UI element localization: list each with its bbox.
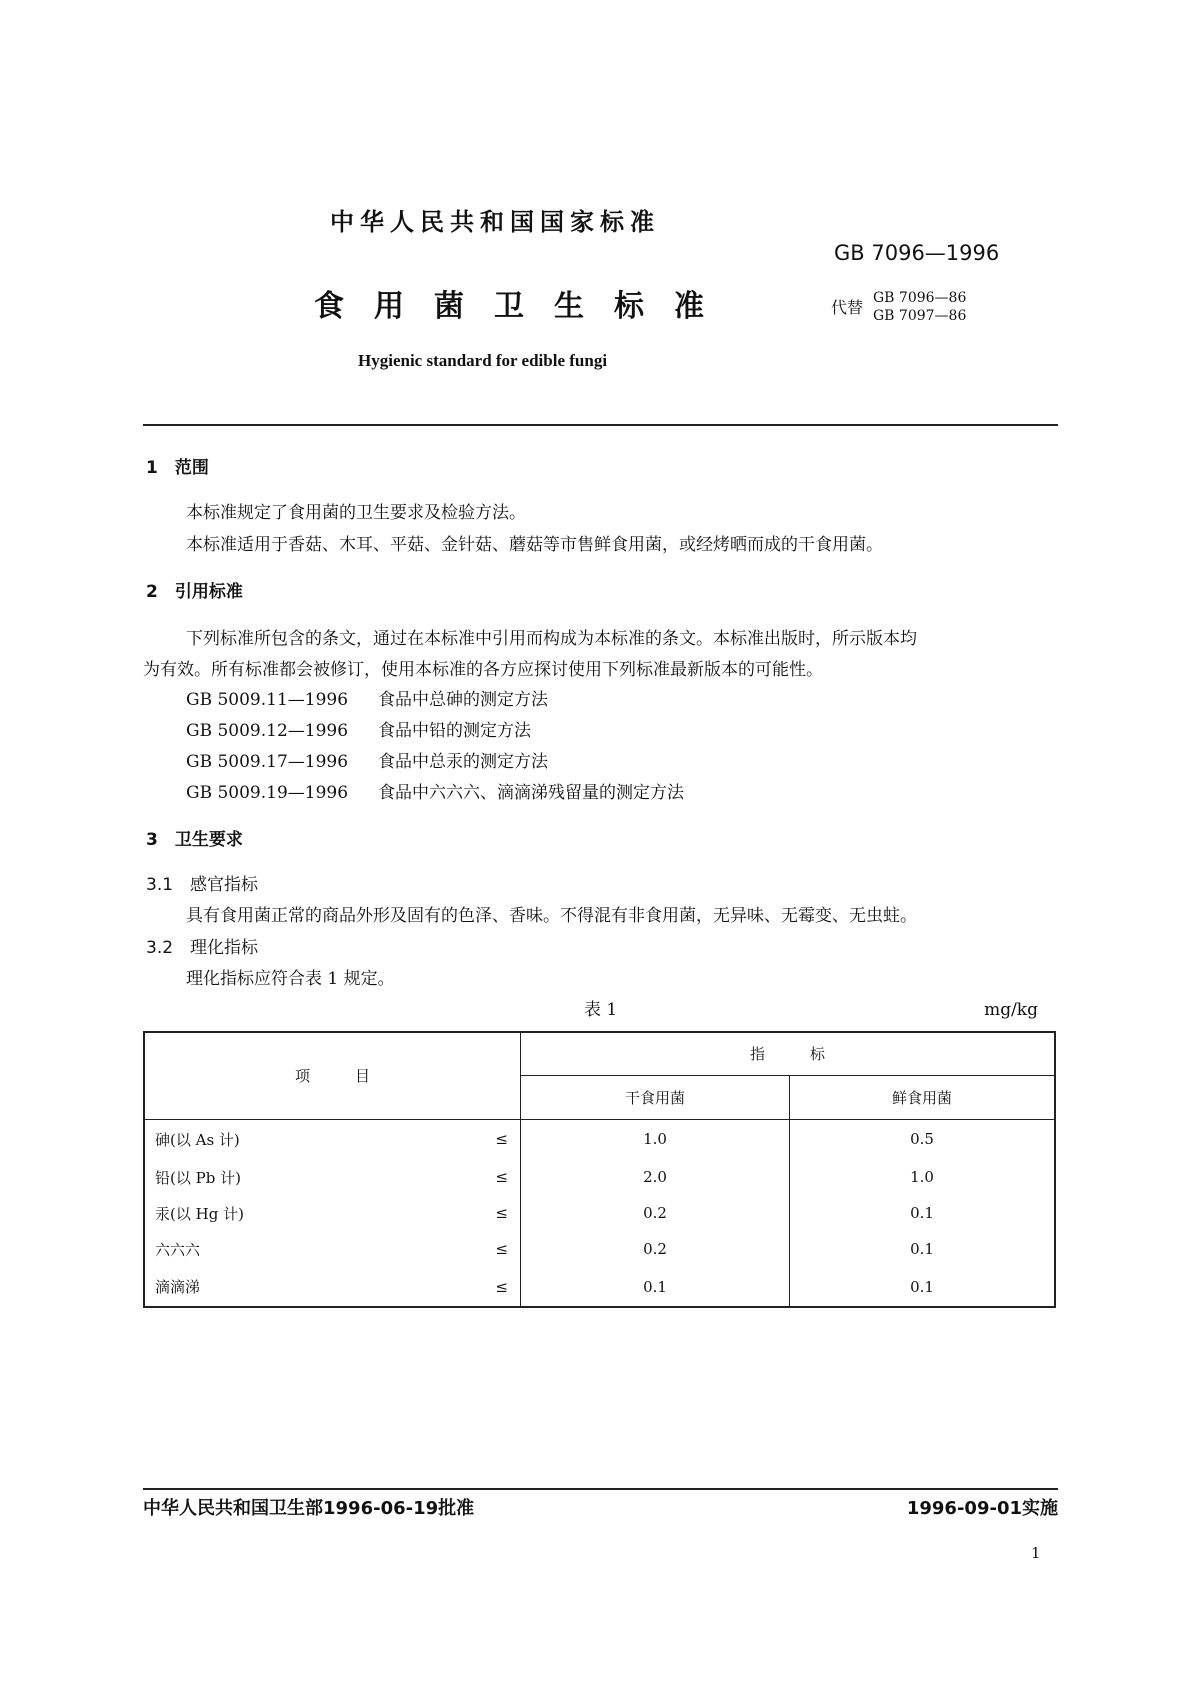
item-name: 铅(以 Pb 计) [155,1168,241,1187]
dry-value: 2.0 [521,1159,790,1195]
col-header-dry: 干食用菌 [521,1075,790,1119]
replaces-label: 代替 [831,298,864,317]
standard-code: GB 7096—1996 [834,241,1000,265]
paragraph: 本标准规定了食用菌的卫生要求及检验方法。 [186,503,526,523]
replaces-list [873,289,966,325]
table-unit: mg/kg [984,1000,1038,1020]
dry-value: 0.2 [521,1231,790,1267]
col-header-index: 指 标 [521,1032,1056,1075]
reference-item [186,692,548,709]
table-row [144,1267,1055,1307]
table-row [144,1231,1055,1267]
table-row [144,1119,1055,1159]
operator: ≤ [495,1277,508,1296]
operator: ≤ [495,1168,508,1186]
col-header-fresh: 鲜食用菌 [790,1075,1056,1119]
reference-item [186,723,531,740]
reference-code: GB 5009.17—1996 [186,752,349,772]
section-heading: 2 引用标准 [146,582,243,602]
item-name: 滴滴涕 [155,1278,201,1296]
paragraph: 具有食用菌正常的商品外形及固有的色泽、香味。不得混有非食用菌，无异味、无霉变、无虫蛀。 [186,906,917,926]
col-header-item: 项 目 [144,1032,521,1119]
table-caption: 表 1 [584,1000,618,1020]
dry-value: 0.2 [521,1195,790,1231]
reference-code: GB 5009.19—1996 [186,783,349,803]
fresh-value: 0.1 [790,1195,1056,1231]
fresh-value: 0.1 [790,1267,1056,1307]
item-name: 六六六 [155,1240,201,1259]
operator: ≤ [495,1240,508,1258]
approval-note: 中华人民共和国卫生部1996-06-19批准 [143,1498,475,1519]
section-heading: 1 范围 [146,458,209,478]
reference-name: 食品中总汞的测定方法 [378,752,548,772]
replaced-standard: GB 7097—86 [873,308,967,324]
reference-name: 食品中总砷的测定方法 [378,690,548,710]
reference-name: 食品中六六六、滴滴涕残留量的测定方法 [378,783,684,803]
reference-item [186,754,548,771]
reference-name: 食品中铅的测定方法 [378,721,531,741]
dry-value: 1.0 [521,1119,790,1159]
footer-divider [143,1488,1058,1490]
table-row [144,1159,1055,1195]
reference-code: GB 5009.12—1996 [186,721,349,741]
replaced-standard: GB 7096—86 [873,290,967,306]
english-title: Hygienic standard for edible fungi [358,351,608,370]
operator: ≤ [495,1204,508,1222]
item-name: 砷(以 As 计) [155,1130,240,1149]
paragraph: 下列标准所包含的条文，通过在本标准中引用而构成为本标准的条文。本标准出版时，所示版本均 [186,629,917,649]
national-standard-heading: 中华人民共和国国家标准 [330,208,660,236]
effective-date: 1996-09-01实施 [906,1498,1058,1519]
document-title: 食用菌卫生标准 [314,289,734,324]
fresh-value: 0.1 [790,1231,1056,1267]
paragraph: 理化指标应符合表 1 规定。 [186,969,395,989]
table-row [144,1195,1055,1231]
dry-value: 0.1 [521,1267,790,1307]
fresh-value: 0.5 [790,1119,1056,1159]
item-name: 汞(以 Hg 计) [155,1204,244,1223]
reference-code: GB 5009.11—1996 [186,690,349,710]
subsection-heading: 3.2 理化指标 [146,938,259,958]
operator: ≤ [495,1130,508,1149]
paragraph: 为有效。所有标准都会被修订，使用本标准的各方应探讨使用下列标准最新版本的可能性。 [143,660,823,680]
subsection-heading: 3.1 感官指标 [146,875,259,895]
header-divider [143,424,1058,426]
fresh-value: 1.0 [790,1159,1056,1195]
page-number: 1 [1031,1544,1041,1562]
section-heading: 3 卫生要求 [146,830,243,850]
reference-item [186,785,684,802]
limits-table [143,1031,1056,1308]
paragraph: 本标准适用于香菇、木耳、平菇、金针菇、蘑菇等市售鲜食用菌，或经烤晒而成的干食用菌。 [186,535,883,555]
